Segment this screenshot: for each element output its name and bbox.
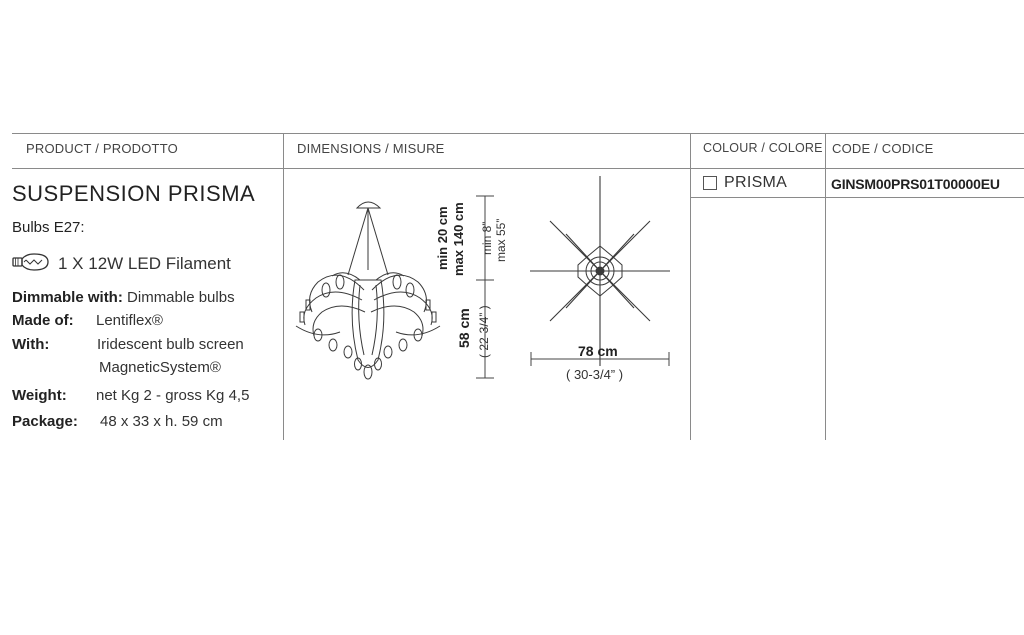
colour-row-border: [690, 197, 1024, 198]
header-product: PRODUCT / PRODOTTO: [26, 141, 178, 156]
header-code: CODE / CODICE: [832, 141, 934, 156]
cable-max-in-label: max 55”: [494, 218, 508, 262]
spec-key: Dimmable with:: [12, 289, 123, 306]
spec-key: Package:: [12, 413, 78, 430]
column-divider-2: [690, 133, 691, 440]
colour-name: PRISMA: [724, 174, 788, 191]
bulbs-label: Bulbs E27:: [12, 219, 85, 236]
spec-value: Lentiflex®: [96, 312, 163, 329]
cable-min-cm-label: min 20 cm: [435, 206, 450, 270]
spec-key: Weight:: [12, 387, 67, 404]
spec-key: With:: [12, 336, 50, 353]
cable-max-cm-label: max 140 cm: [451, 202, 466, 276]
spec-value: 48 x 33 x h. 59 cm: [100, 413, 223, 430]
spec-value: net Kg 2 - gross Kg 4,5: [96, 387, 250, 404]
spec-value: Dimmable bulbs: [127, 289, 235, 306]
height-cm-label: 58 cm: [456, 308, 472, 348]
product-title: SUSPENSION PRISMA: [12, 181, 256, 206]
product-code: GINSM00PRS01T00000EU: [831, 176, 1000, 192]
spec-value-2: MagneticSystem®: [99, 359, 221, 376]
colour-checkbox[interactable]: [703, 176, 717, 190]
colour-option[interactable]: [703, 174, 787, 192]
spec-key: Made of:: [12, 312, 74, 329]
spec-value: Iridescent bulb screen: [97, 336, 244, 353]
column-divider-3: [825, 133, 826, 440]
diameter-cm-label: 78 cm: [578, 343, 618, 359]
cable-min-in-label: min 8”: [480, 221, 494, 255]
header-colour: COLOUR / COLORE: [703, 141, 823, 155]
lamp-description: 1 X 12W LED Filament: [58, 254, 231, 273]
height-in-label: ( 22-3/4” ): [477, 305, 491, 358]
header-dimensions: DIMENSIONS / MISURE: [297, 141, 445, 156]
diameter-in-label: ( 30-3/4” ): [566, 367, 624, 382]
